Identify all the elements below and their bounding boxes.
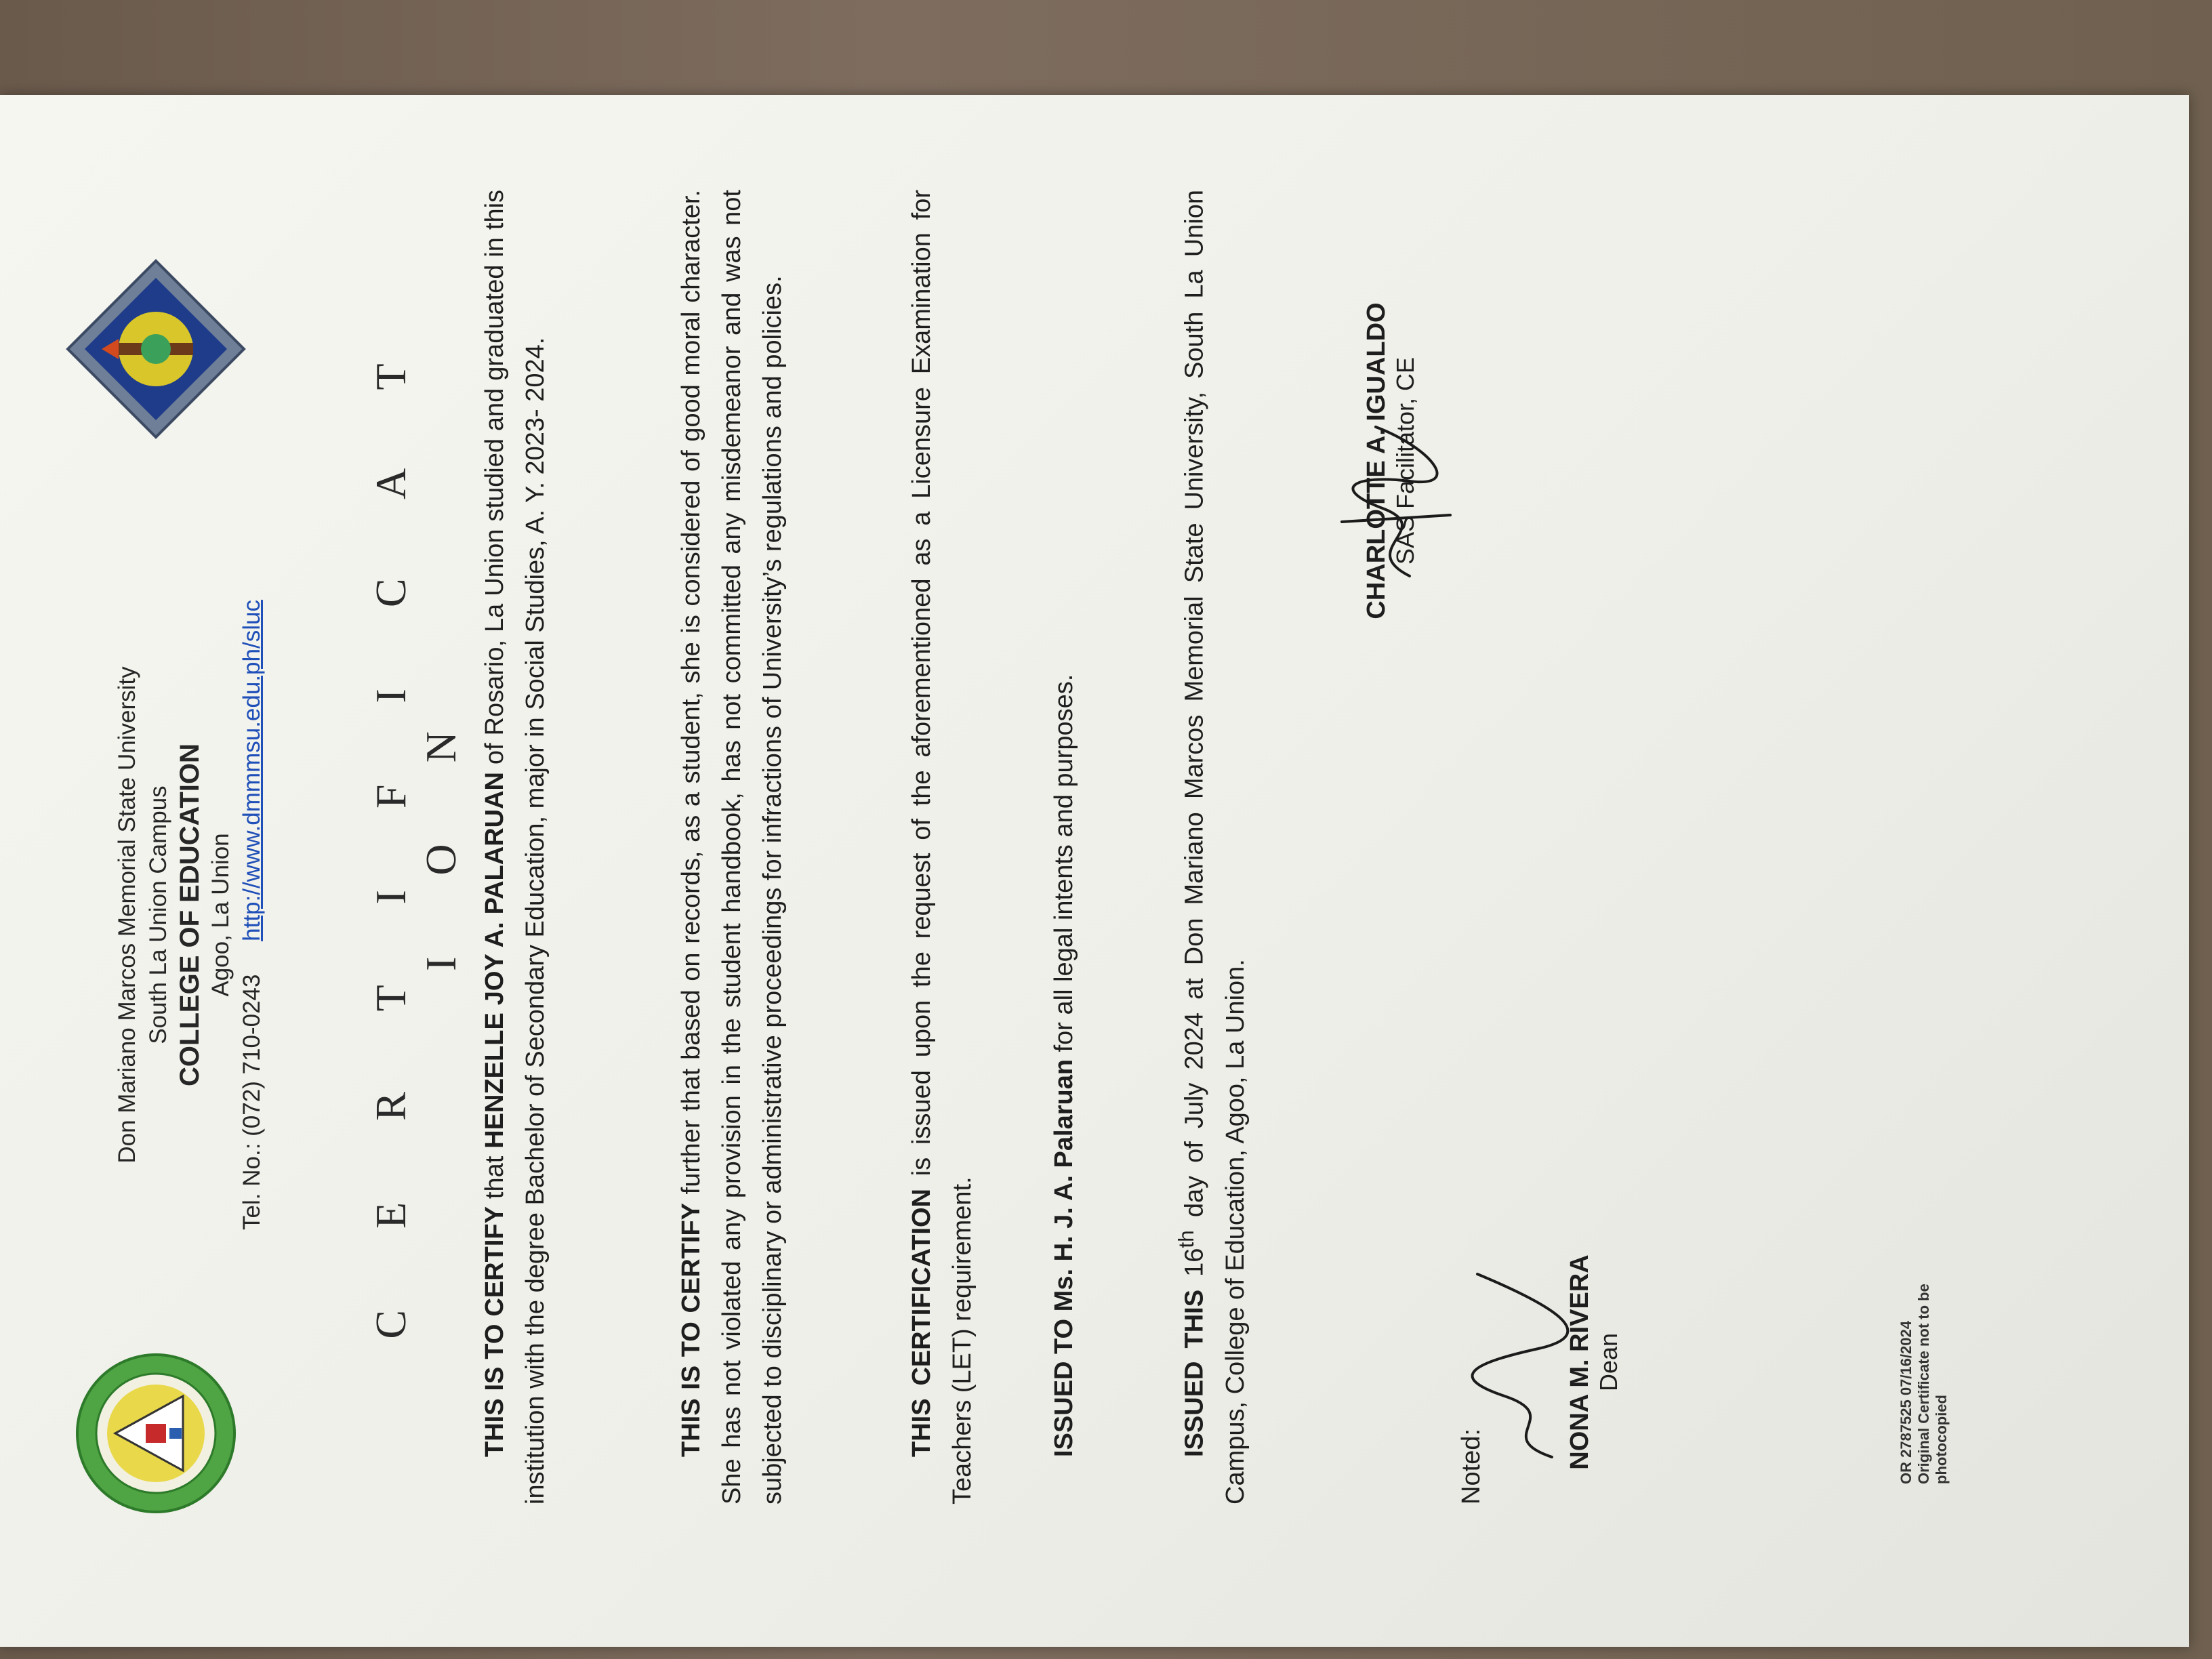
p1-text-a: that (480, 1148, 509, 1207)
campus-seal-icon (64, 258, 247, 441)
certificate-paper (0, 95, 2189, 1647)
p4-lead: ISSUED TO Ms. H. J. A. Palaruan (1050, 1059, 1078, 1457)
dean-title: Dean (1595, 1332, 1622, 1392)
header-block (112, 576, 268, 1254)
signatory-name: CHARLOTTE A. IGUALDO (1362, 302, 1391, 619)
university-seal-icon (75, 1352, 237, 1515)
p5-sup: th (1174, 1230, 1198, 1248)
p4-text: for all legal intents and purposes. (1050, 674, 1078, 1059)
p3-lead: THIS CERTIFICATION (907, 1189, 936, 1457)
paragraph-good-moral (671, 190, 793, 1504)
graduate-name: HENZELLE JOY A. PALARUAN (480, 772, 509, 1149)
telephone: Tel. No.: (072) 710-0243 (239, 974, 265, 1230)
p5-day: 16 (1180, 1248, 1209, 1290)
signatory-signature (1328, 413, 1464, 590)
dean-block (1565, 1220, 1623, 1504)
paragraph-purpose (901, 190, 983, 1504)
p2-lead: THIS IS TO CERTIFY (677, 1202, 705, 1457)
or-number: OR 2787525 07/16/2024 (1898, 1321, 1914, 1484)
campus-name: South La Union Campus (145, 785, 171, 1044)
paragraph-issued-date (1166, 190, 1256, 1504)
contact-line (237, 576, 268, 1254)
college-name: COLLEGE OF EDUCATION (175, 743, 205, 1086)
dean-signature (1450, 1261, 1586, 1464)
original-note-line1: Original Certificate not to be (1915, 1284, 1932, 1484)
p5-lead: ISSUED THIS (1180, 1289, 1209, 1457)
signatory-title: SAS Facilitator, CE (1391, 356, 1419, 565)
signatory-block (1362, 156, 1420, 766)
footnote-block (1898, 1078, 1950, 1484)
dean-name: NONA M. RIVERA (1565, 1254, 1594, 1470)
certification-title: C E R T I F I C A T I O N (367, 328, 465, 1339)
location: Agoo, La Union (207, 833, 234, 997)
campus-seal (64, 258, 247, 441)
university-name: Don Mariano Marcos Memorial State University (114, 666, 140, 1164)
p3-text: is issued upon the request of the aforementioned as a Licensure Examination for Teachers (LET) requirement. (907, 190, 977, 1504)
university-seal (75, 1352, 237, 1515)
p5-text: day of July 2024 at Don Mariano Marcos Memorial State University, South La Union Campus, College of Education, Agoo, La Union. (1180, 190, 1250, 1504)
paragraph-certify-graduate (474, 190, 556, 1504)
noted-label: Noted: (1457, 1429, 1486, 1504)
p1-lead: THIS IS TO CERTIFY (480, 1206, 509, 1457)
original-note-line2: photocopied (1933, 1395, 1950, 1484)
certificate-page (0, 95, 2189, 1647)
p1-text-b: of Rosario, La Union studied and graduated in this institution with the degree Bachelor of Secondary Education, major in Social Studies, A. Y. 2023- 2024. (480, 189, 550, 1504)
website-link[interactable]: http://www.dmmmsu.edu.ph/sluc (239, 600, 265, 941)
p2-text: further that based on records, as a student, she is considered of good moral character. She has not violated any provision in the student handbook, has not committed any misdemeanor and was not subjected to disciplinary or administrative proceedings for infractions of University’s regulations and policies. (677, 190, 787, 1504)
paragraph-issued-to (1044, 190, 1084, 1504)
